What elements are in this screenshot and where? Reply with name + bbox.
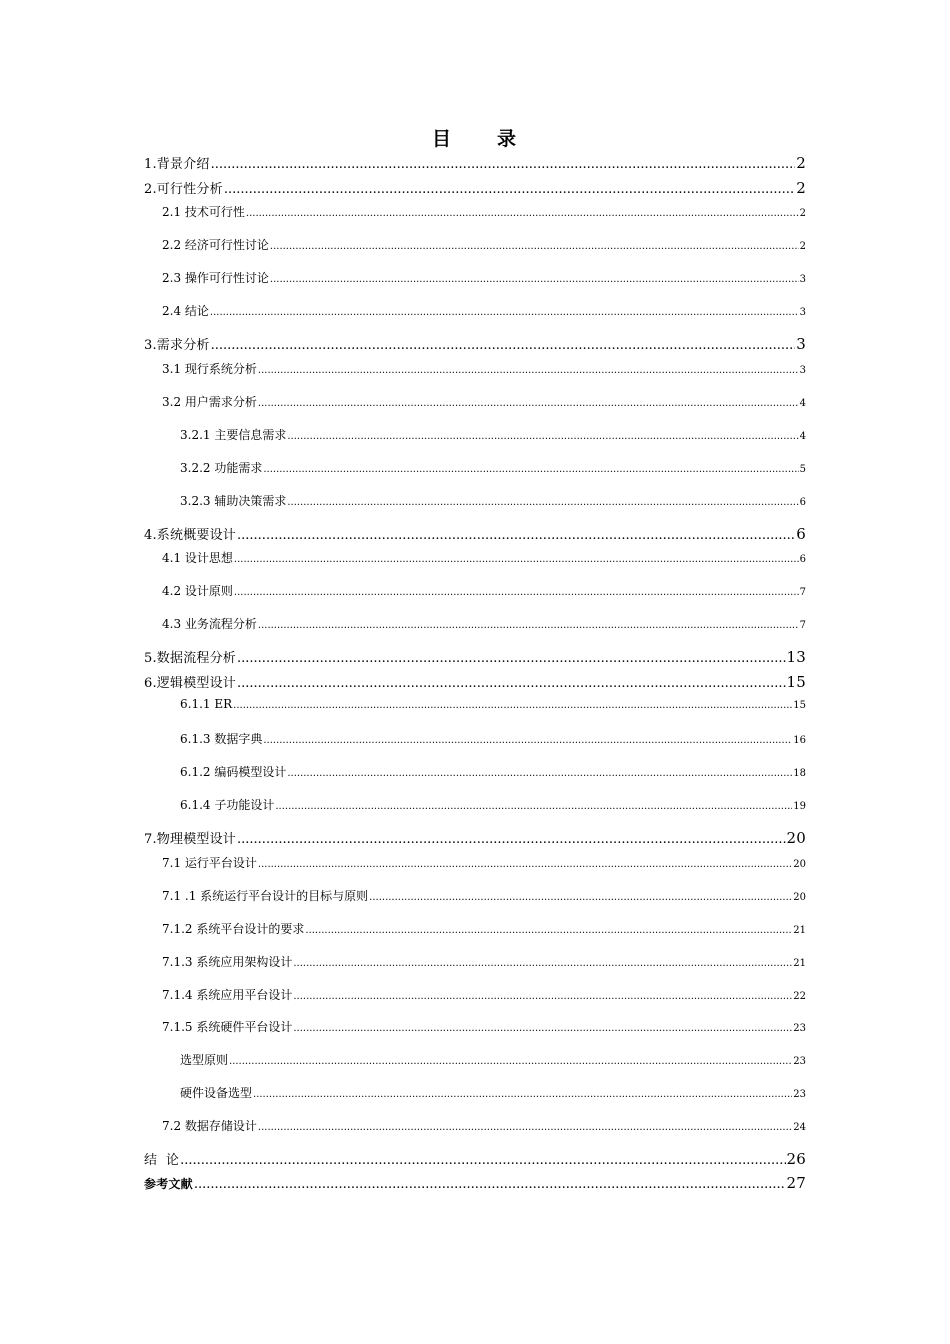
toc-entry-3-2[interactable] <box>162 393 806 410</box>
toc-entry-2-1[interactable] <box>162 203 806 220</box>
toc-entry-6-1-4[interactable] <box>180 796 806 813</box>
toc-entry-label: 2.3 操作可行性讨论 <box>162 271 269 285</box>
toc-page-number: 24 <box>793 1122 806 1133</box>
toc-entry-label: 7.2 数据存储设计 <box>162 1119 257 1133</box>
toc-leader <box>258 398 799 409</box>
toc-entry-3-2-1[interactable] <box>180 426 806 443</box>
toc-page-number: 3 <box>799 365 806 376</box>
toc-leader <box>258 1122 792 1133</box>
toc-page-number: 7 <box>799 620 806 631</box>
toc-entry-3-2-2[interactable] <box>180 459 806 476</box>
toc-entry-label: 7.1.2 系统平台设计的要求 <box>162 922 305 936</box>
toc-leader <box>263 464 798 475</box>
toc-entry-label: 2.2 经济可行性讨论 <box>162 238 269 252</box>
toc-leader <box>287 768 792 779</box>
toc-entry-label: 6.逻辑模型设计 <box>144 676 237 691</box>
toc-page-number: 6 <box>799 554 806 565</box>
toc-page-number: 6 <box>796 525 806 543</box>
toc-entry-4-1[interactable] <box>162 549 806 566</box>
toc-leader <box>180 1153 785 1168</box>
toc-entry-label: 7.1.3 系统应用架构设计 <box>162 955 293 969</box>
toc-entry-4-2[interactable] <box>162 582 806 599</box>
toc-entry-6-1-1[interactable] <box>180 697 806 711</box>
toc-leader <box>194 1177 786 1192</box>
toc-leader <box>237 651 785 666</box>
toc-page-number: 23 <box>793 1023 806 1034</box>
toc-entry-label: 6.1.4 子功能设计 <box>180 798 275 812</box>
toc-entry-7-1-4[interactable] <box>162 986 806 1003</box>
toc-entry-1[interactable] <box>144 153 806 172</box>
toc-leader <box>237 676 785 691</box>
toc-page-number: 22 <box>793 991 806 1002</box>
toc-page-number: 2 <box>796 154 806 172</box>
toc-entry-label: 硬件设备选型 <box>180 1086 253 1100</box>
toc-page-number: 2 <box>796 179 806 197</box>
toc-entry-7-1-3[interactable] <box>162 953 806 970</box>
toc-leader <box>293 958 792 969</box>
toc-leader <box>270 241 799 252</box>
toc-entry-label: 3.需求分析 <box>144 338 210 353</box>
toc-leader <box>233 700 792 711</box>
toc-page-number: 3 <box>799 307 806 318</box>
toc-entry-label: 2.可行性分析 <box>144 182 223 197</box>
toc-entry-7-1-5[interactable] <box>162 1018 806 1035</box>
toc-entry-3[interactable] <box>144 334 806 353</box>
toc-entry-label: 3.2.3 辅助决策需求 <box>180 494 287 508</box>
toc-entry-3-2-3[interactable] <box>180 492 806 509</box>
toc-leader <box>258 365 799 376</box>
toc-page-number: 4 <box>799 398 806 409</box>
toc-leader <box>237 832 785 847</box>
toc-entry-label: 4.系统概要设计 <box>144 528 237 543</box>
toc-page-number: 27 <box>786 1174 806 1192</box>
toc-leader <box>211 338 796 353</box>
toc-page-number: 5 <box>799 464 806 475</box>
toc-entry-label: 7.1 .1 系统运行平台设计的目标与原则 <box>162 889 369 903</box>
toc-entry-label: 4.2 设计原则 <box>162 584 233 598</box>
toc-page-number: 19 <box>793 801 806 812</box>
toc-entry-4-3[interactable] <box>162 615 806 632</box>
toc-entry-label: 3.2 用户需求分析 <box>162 395 257 409</box>
toc-entry-hardware-selection[interactable] <box>180 1084 806 1101</box>
toc-leader <box>246 208 799 219</box>
toc-entry-2-4[interactable] <box>162 302 806 319</box>
toc-entry-label: 参考文献 <box>144 1177 193 1191</box>
toc-page-number: 6 <box>799 497 806 508</box>
toc-entry-label: 7.物理模型设计 <box>144 832 237 847</box>
toc-page-number: 2 <box>799 208 806 219</box>
toc-entry-label: 3.2.2 功能需求 <box>180 461 263 475</box>
toc-entry-6-1-2[interactable] <box>180 763 806 780</box>
toc-page-number: 3 <box>799 274 806 285</box>
toc-leader <box>211 157 796 172</box>
toc-entry-label: 3.2.1 主要信息需求 <box>180 428 287 442</box>
toc-entry-5[interactable] <box>144 647 806 666</box>
toc-entry-6[interactable] <box>144 672 806 691</box>
toc-leader <box>275 801 792 812</box>
toc-entry-references[interactable] <box>144 1174 806 1192</box>
toc-entry-7-1-2[interactable] <box>162 920 806 937</box>
toc-page-number: 26 <box>786 1150 806 1168</box>
toc-page-number: 7 <box>799 587 806 598</box>
toc-entry-4[interactable] <box>144 524 806 543</box>
toc-entry-label: 结 论 <box>144 1153 180 1168</box>
toc-entry-label: 3.1 现行系统分析 <box>162 362 257 376</box>
toc-page-number: 20 <box>786 829 806 847</box>
toc-entry-2[interactable] <box>144 178 806 197</box>
toc-entry-label: 7.1.5 系统硬件平台设计 <box>162 1020 293 1034</box>
toc-entry-7[interactable] <box>144 828 806 847</box>
toc-entry-2-3[interactable] <box>162 269 806 286</box>
toc-leader <box>369 892 792 903</box>
toc-page-number: 21 <box>793 958 806 969</box>
toc-leader <box>210 307 799 318</box>
toc-entry-label: 6.1.1 ER <box>180 697 233 711</box>
toc-leader <box>305 925 792 936</box>
toc-entry-label: 4.1 设计思想 <box>162 551 233 565</box>
toc-entry-label: 6.1.2 编码模型设计 <box>180 765 287 779</box>
toc-entry-label: 7.1 运行平台设计 <box>162 856 257 870</box>
toc-page-number: 18 <box>793 768 806 779</box>
toc-entry-label: 2.4 结论 <box>162 304 209 318</box>
toc-leader <box>229 1056 792 1067</box>
toc-page-number: 2 <box>799 241 806 252</box>
toc-leader <box>234 554 799 565</box>
toc-entry-6-1-3[interactable] <box>180 730 806 747</box>
toc-title-char-1: 目 <box>431 128 453 150</box>
toc-entry-2-2[interactable] <box>162 236 806 253</box>
toc-entry-7-1-1[interactable] <box>162 887 806 904</box>
toc-entry-selection-principles[interactable] <box>180 1051 806 1068</box>
toc-leader <box>237 528 795 543</box>
toc-page-number: 16 <box>793 735 806 746</box>
toc-page-number: 15 <box>786 673 806 691</box>
toc-page-number: 20 <box>793 892 806 903</box>
toc-page-number: 23 <box>793 1089 806 1100</box>
toc-page-number: 4 <box>799 431 806 442</box>
toc-leader <box>293 1023 792 1034</box>
toc-entry-label: 1.背景介绍 <box>144 157 210 172</box>
toc-entry-label: 7.1.4 系统应用平台设计 <box>162 988 293 1002</box>
toc-leader <box>287 497 798 508</box>
toc-leader <box>293 991 792 1002</box>
toc-entry-label: 6.1.3 数据字典 <box>180 732 263 746</box>
toc-page-number: 15 <box>793 700 806 711</box>
toc-entry-label: 选型原则 <box>180 1053 229 1067</box>
toc-leader <box>270 274 799 285</box>
toc-leader <box>263 735 792 746</box>
toc-leader <box>253 1089 792 1100</box>
toc-leader <box>224 182 795 197</box>
toc-entry-label: 2.1 技术可行性 <box>162 205 245 219</box>
toc-entry-label: 4.3 业务流程分析 <box>162 617 257 631</box>
toc-title-char-2: 录 <box>497 128 519 150</box>
toc-page-number: 20 <box>793 859 806 870</box>
toc-leader <box>258 620 799 631</box>
toc-page-number: 21 <box>793 925 806 936</box>
toc-entry-3-1[interactable] <box>162 360 806 377</box>
toc-leader <box>287 431 798 442</box>
toc-entry-label: 5.数据流程分析 <box>144 651 237 666</box>
toc-leader <box>234 587 799 598</box>
toc-leader <box>258 859 792 870</box>
toc-page-number: 23 <box>793 1056 806 1067</box>
toc-entry-7-1[interactable] <box>162 854 806 871</box>
toc-entry-conclusion[interactable] <box>144 1149 806 1168</box>
toc-page-number: 13 <box>786 648 806 666</box>
toc-entry-7-2[interactable] <box>162 1117 806 1134</box>
toc-page-number: 3 <box>796 335 806 353</box>
